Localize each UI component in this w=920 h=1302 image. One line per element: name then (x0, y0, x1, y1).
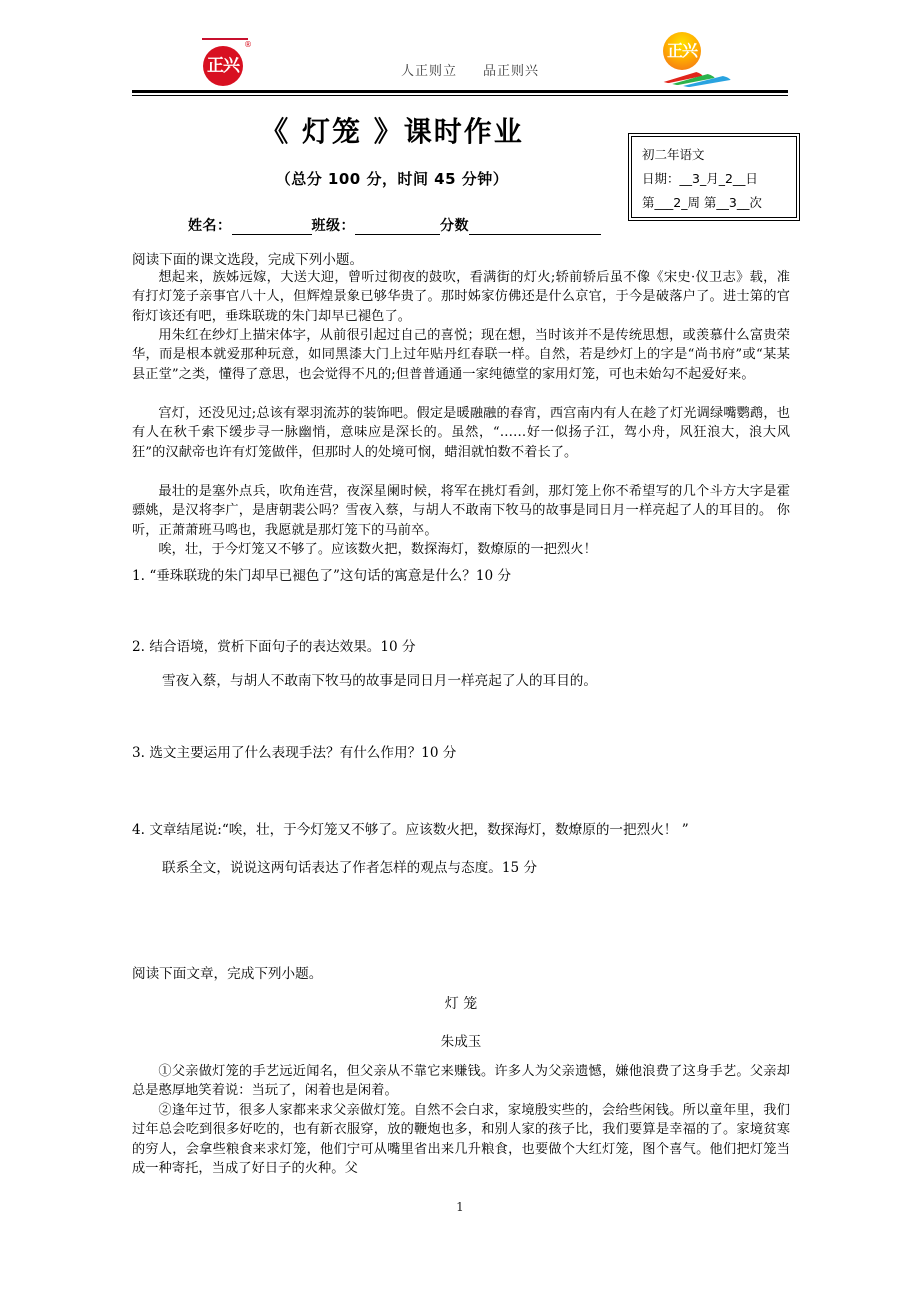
page-header (0, 0, 920, 96)
section2-lead: 阅读下面文章，完成下列小题。 (132, 966, 323, 982)
company-logo-right (655, 32, 735, 90)
info-week: 第___2_周 第__3__次 (642, 195, 762, 210)
question-4-text: 文章结尾说:“唉，壮，于今灯笼又不够了。应该数火把，数探海灯，数燎原的一把烈火！ ” (149, 822, 689, 838)
page-title: 《 灯笼 》课时作业 (260, 115, 524, 148)
section1-lead: 阅读下面的课文选段，完成下列小题。 (132, 252, 364, 268)
page-number: 1 (456, 1200, 464, 1214)
passage-paragraph-1: 想起来，族姊远嫁，大送大迎，曾听过彻夜的鼓吹，看满街的灯火;轿前轿后虽不像《宋史·仪卫志》载，准有打灯笼子亲事官八十人，但辉煌景象已够华贵了。那时姊家仿佛还是什么京官，于今是破落户了。进士第的官衔灯该还有吧，垂珠联珑的朱门却早已褪色了。 (132, 270, 790, 324)
company-logo-left (200, 38, 256, 88)
logo-left-text: 正兴 (203, 46, 243, 86)
question-4-number: 4. (132, 822, 145, 838)
question-1 (132, 566, 511, 587)
question-3 (132, 743, 456, 764)
info-date: 日期：__3_月_2__日 (642, 171, 758, 186)
question-2 (132, 637, 416, 658)
passage-paragraph-4: 最壮的是塞外点兵，吹角连营，夜深星阑时候，将军在挑灯看剑，那灯笼上你不希望写的几个斗方大字是霍骠姚，是汉将李广，是唐朝裴公吗？雪夜入蔡，与胡人不敢南下牧马的故事是同日月一样亮起了人的耳目的。 你听，正萧萧班马鸣也，我愿就是那灯笼下的马前卒。 (132, 484, 790, 538)
question-1-text: “垂珠联珑的朱门却早已褪色了”这句话的寓意是什么？10 分 (149, 568, 512, 584)
score-label: 分数 (440, 218, 469, 234)
article-title: 灯 笼 (444, 996, 478, 1012)
passage-paragraph-2: 用朱红在纱灯上描宋体字，从前很引起过自己的喜悦；现在想，当时该并不是传统思想，或羡慕什么富贵荣华，而是根本就爱那种玩意，如同黑漆大门上过年贴丹红春联一样。自然，若是纱灯上的字是“尚书府”或“某某县正堂”之类，懂得了意思，也会觉得不凡的;但普普通通一家纯德堂的家用灯笼，可也未始勾不起爱好来。 (132, 328, 790, 382)
logo-right-text: 正兴 (663, 32, 701, 70)
page-subtitle: （总分 100 分，时间 45 分钟） (275, 170, 509, 188)
assignment-info-box-inner (631, 136, 797, 218)
question-2-text: 结合语境，赏析下面句子的表达效果。10 分 (149, 639, 416, 655)
class-input-blank[interactable] (355, 220, 440, 235)
class-label: 班级： (311, 218, 355, 234)
question-4 (132, 820, 689, 841)
company-slogan (330, 60, 610, 79)
header-divider-thin (132, 95, 788, 96)
registered-trademark-icon: ® (244, 40, 252, 49)
article-author: 朱成玉 (440, 1034, 482, 1050)
question-2-number: 2. (132, 639, 145, 655)
passage-paragraph-5: 唉，壮，于今灯笼又不够了。应该数火把，数探海灯，数燎原的一把烈火！ (158, 542, 597, 557)
score-input-blank[interactable] (469, 220, 601, 235)
passage-paragraph-3: 宫灯，还没见过;总该有翠羽流苏的装饰吧。假定是暖融融的春宵，西宫南内有人在趁了灯光调绿嘴鹦鹉，也有人在秋千索下缓步寻一脉幽悄，意味应是深长的。虽然，“……好一似扬子江，驾小舟，风狂浪大，浪大风狂”的汉献帝也许有灯笼做伴，但那时人的处境可悯，蜡泪就怕数不着长了。 (132, 406, 790, 460)
question-1-number: 1. (132, 568, 145, 584)
student-fields-row (188, 215, 601, 235)
info-subject: 初二年语文 (642, 147, 705, 162)
name-label: 姓名： (188, 218, 232, 234)
assignment-info-box (628, 133, 800, 221)
question-4-continuation: 联系全文，说说这两句话表达了作者怎样的观点与态度。15 分 (162, 860, 538, 876)
question-2-quote: 雪夜入蔡，与胡人不敢南下牧马的故事是同日月一样亮起了人的耳目的。 (162, 673, 597, 689)
article-paragraph-1: ①父亲做灯笼的手艺远近闻名，但父亲从不靠它来赚钱。许多人为父亲遗憾，嫌他浪费了这身手艺。父亲却总是憨厚地笑着说：当玩了，闲着也是闲着。 (132, 1064, 790, 1099)
name-input-blank[interactable] (232, 220, 312, 235)
question-3-number: 3. (132, 745, 145, 761)
slogan-right-text: 品正则兴 (483, 64, 540, 79)
question-3-text: 选文主要运用了什么表现手法？有什么作用？10 分 (149, 745, 457, 761)
header-divider-thick (132, 90, 788, 93)
article-paragraph-2: ②逢年过节，很多人家都来求父亲做灯笼。自然不会白求，家境殷实些的，会给些闲钱。所以童年里，我们过年总会吃到很多好吃的，也有新衣服穿，放的鞭炮也多，和别人家的孩子比，我们要算是幸福的了。家境贫寒的穷人，会拿些粮食来求灯笼，他们宁可从嘴里省出来几升粮食，也要做个大红灯笼，图个喜气。他们把灯笼当成一种寄托，当成了好日子的火种。父 (132, 1103, 790, 1177)
slogan-left-text: 人正则立 (400, 64, 457, 79)
logo-left-rule (202, 38, 248, 40)
